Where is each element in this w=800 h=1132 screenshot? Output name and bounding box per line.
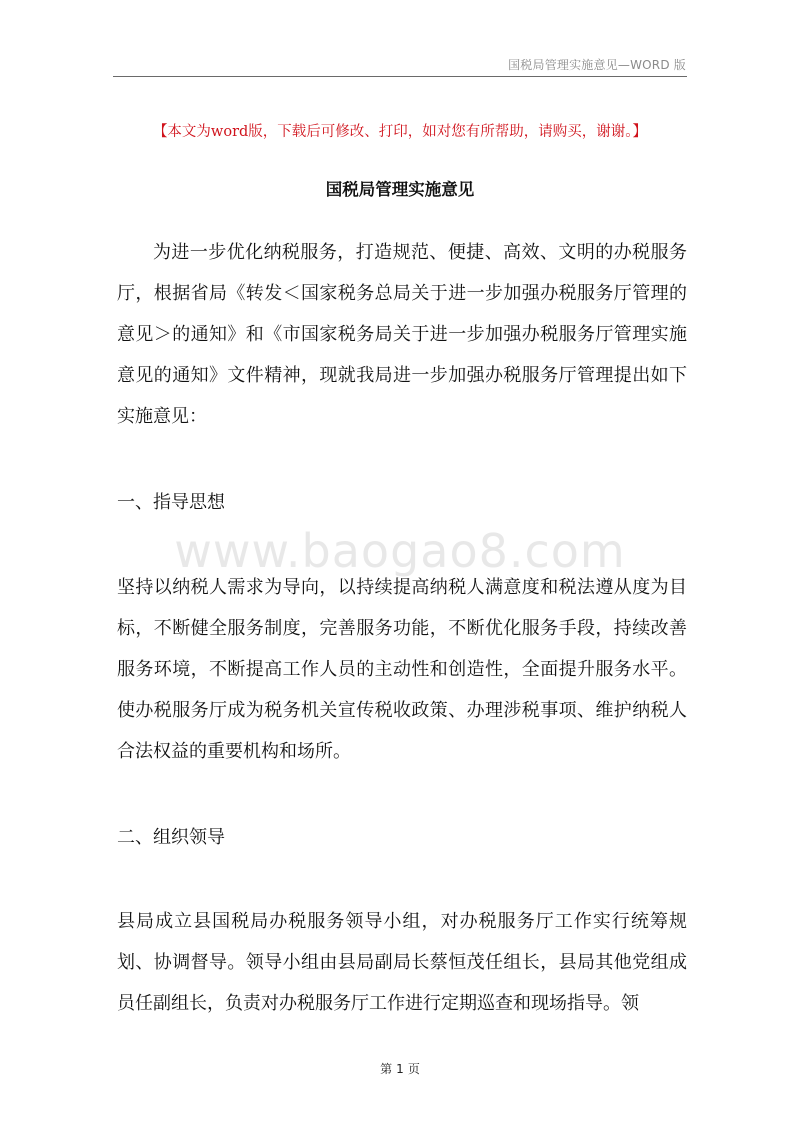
running-header: 国税局管理实施意见—WORD 版 — [508, 58, 686, 72]
section-heading-guiding-ideology: 一、指导思想 — [117, 492, 225, 513]
page-prefix: 第 — [380, 1062, 393, 1076]
intro-paragraph: 为进一步优化纳税服务，打造规范、便捷、高效、文明的办税服务厅，根据省局《转发＜国家税务总局关于进一步加强办税服务厅管理的意见＞的通知》和《市国家税务局关于进一步加强办税服务厅管理实施意见的通知》文件精神，现就我局进一步加强办税服务厅管理提出如下实施意见： — [117, 242, 687, 427]
site-watermark: www.baogao8.com — [174, 524, 626, 578]
section-body-organization: 县局成立县国税局办税服务领导小组，对办税服务厅工作实行统筹规划、协调督导。领导小组由县局副局长蔡恒茂任组长，县局其他党组成员任副组长，负责对办税服务厅工作进行定期巡查和现场指导。领 — [117, 911, 687, 1014]
page-suffix: 页 — [407, 1062, 420, 1076]
page-footer — [0, 1060, 800, 1077]
page-number: 1 — [396, 1062, 404, 1076]
header-divider — [113, 76, 687, 77]
section-body-guiding-ideology: 坚持以纳税人需求为导向，以持续提高纳税人满意度和税法遵从度为目标，不断健全服务制度，完善服务功能，不断优化服务手段，持续改善服务环境，不断提高工作人员的主动性和创造性，全面提升服务水平。使办税服务厅成为税务机关宣传税收政策、办理涉税事项、维护纳税人合法权益的重要机构和场所。 — [117, 577, 687, 762]
section-heading-organization: 二、组织领导 — [117, 827, 225, 848]
download-notice: 【本文为word版，下载后可修改、打印，如对您有所帮助，请购买，谢谢。】 — [152, 124, 648, 140]
document-title: 国税局管理实施意见 — [325, 180, 475, 199]
